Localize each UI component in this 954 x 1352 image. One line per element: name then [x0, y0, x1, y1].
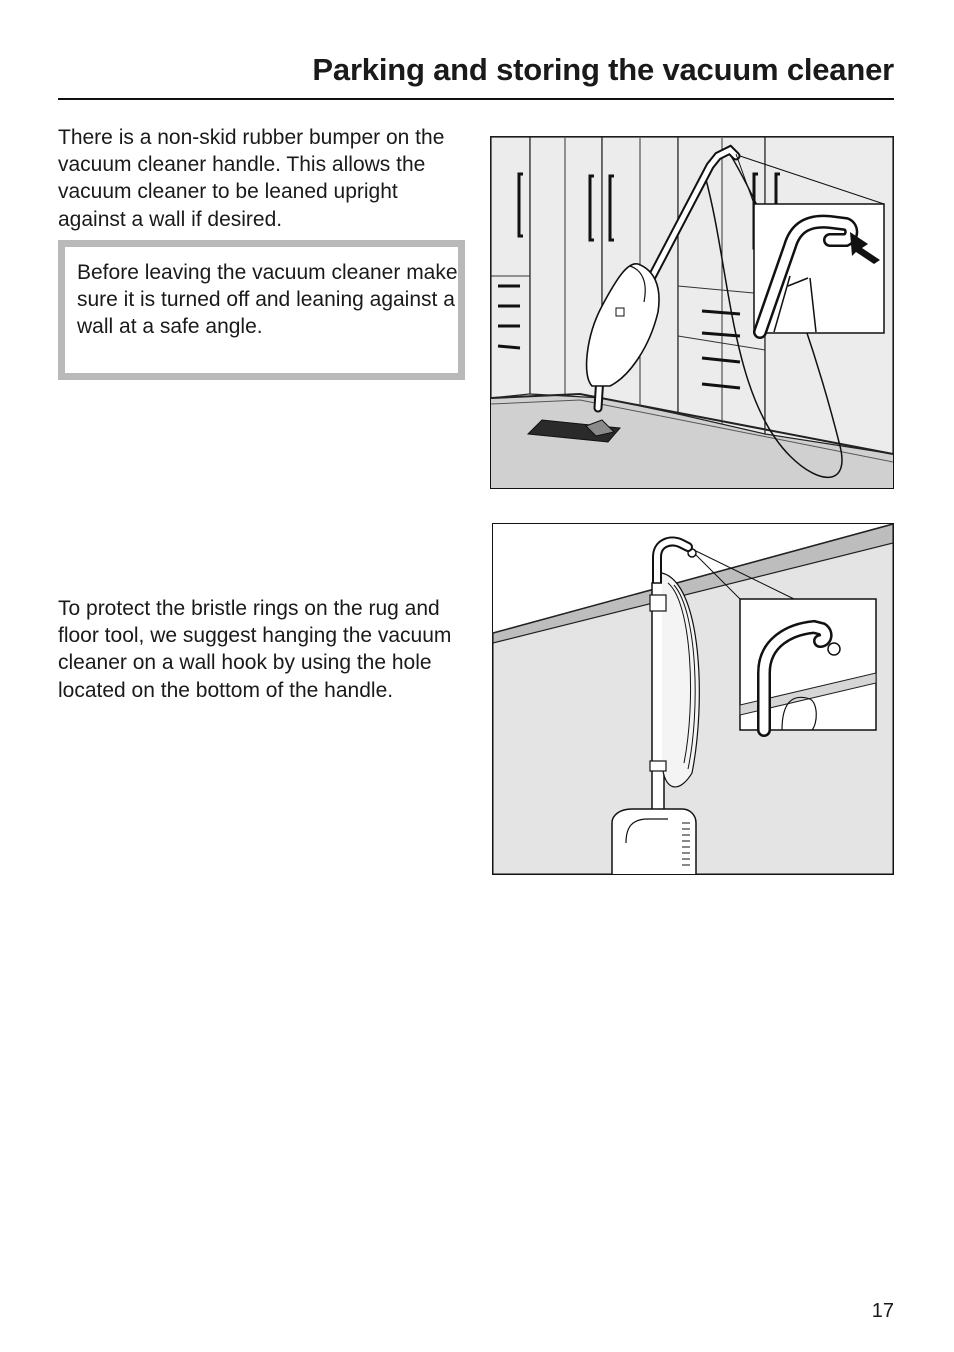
illustration-hanging-vacuum — [492, 523, 894, 875]
paragraph-wall-hook: To protect the bristle rings on the rug and floor tool, we suggest hanging the vacuum cleaner on a wall hook by using the hole located on the bottom of the handle. — [58, 597, 452, 702]
page-title: Parking and storing the vacuum cleaner — [312, 52, 894, 87]
safety-note-text: Before leaving the vacuum cleaner make sure it is turned off and leaning against a wall at a safe angle. — [77, 261, 458, 339]
paragraph-bumper: There is a non-skid rubber bumper on the vacuum cleaner handle. This allows the vacuum cleaner to be leaned upright against a wall if desired. — [58, 126, 445, 231]
title-rule — [58, 98, 894, 100]
safety-note-box — [58, 240, 465, 380]
illustration-leaning-vacuum — [490, 136, 894, 489]
page-number: 17 — [871, 1300, 894, 1322]
